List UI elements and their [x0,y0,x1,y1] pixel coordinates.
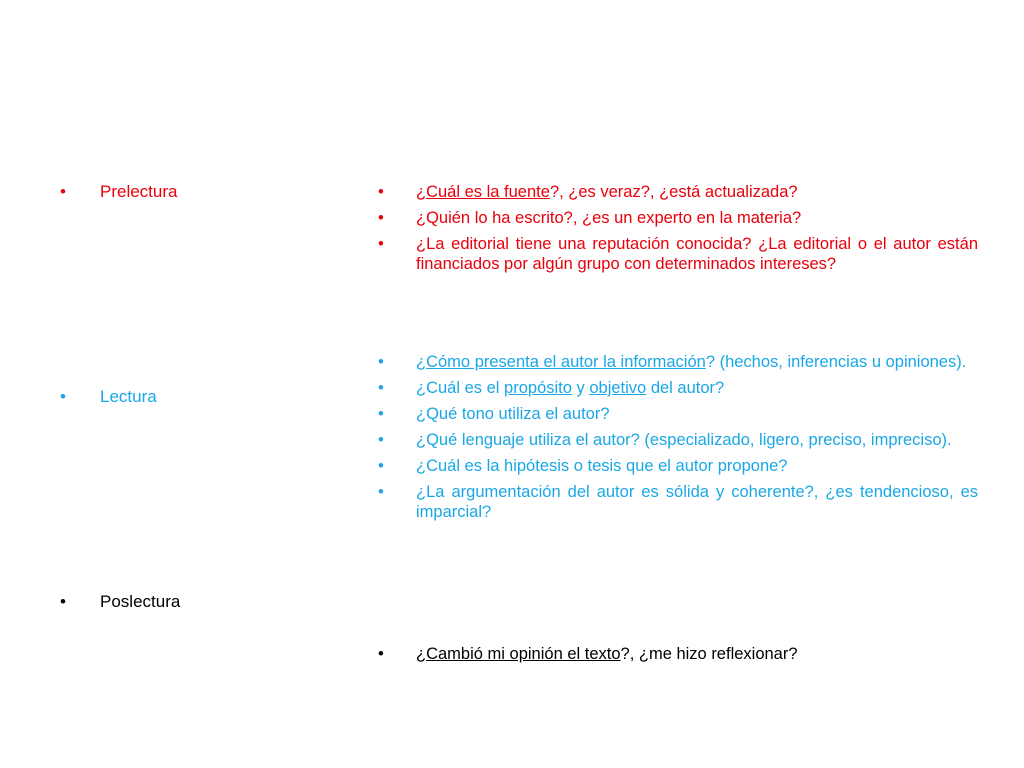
question-text: y [571,379,590,397]
bullet: • [378,353,384,371]
question-text: del autor? [646,379,725,397]
list-item [378,352,978,372]
list-item [378,456,978,476]
question-text: ¿Cuál es el [416,379,505,397]
bullet: • [378,483,384,501]
list-item [378,482,978,522]
bullet: • [378,405,384,423]
list-item [378,430,978,450]
bullet: • [378,209,384,227]
hyperlink-informacion[interactable]: Cómo presenta el autor la información [426,353,706,371]
list-item [378,644,978,664]
list-item [378,208,978,228]
question-text: ¿Quién lo ha escrito?, ¿es un experto en la materia? [416,209,802,227]
question-text: ?, ¿me hizo reflexionar? [620,645,798,663]
bullet: • [60,387,66,406]
bullet: • [60,182,66,201]
bullet: • [378,645,384,663]
list-item [378,234,978,274]
bullet: • [60,592,66,611]
phase-lectura-label: Lectura [100,387,157,406]
list-item [378,378,978,398]
phase-poslectura-label: Poslectura [100,592,181,611]
question-text: ¿Qué tono utiliza el autor? [416,405,610,423]
question-text: ¿Cuál es la hipótesis o tesis que el autor propone? [416,457,788,475]
prelectura-questions [378,182,978,280]
question-text: ?, ¿es veraz?, ¿está actualizada? [549,183,798,201]
question-text: ¿La editorial tiene una reputación conocida? ¿La editorial o el autor están financiados por algún grupo con determinados intereses? [416,235,978,273]
phase-prelectura-label: Prelectura [100,182,178,201]
hyperlink-objetivo[interactable]: objetivo [589,379,647,397]
lectura-questions [378,352,978,528]
bullet: • [378,457,384,475]
list-item [378,404,978,424]
question-text: ¿ [416,645,427,663]
bullet: • [378,379,384,397]
hyperlink-fuente[interactable]: Cuál es la fuente [426,183,550,201]
question-text: ¿Qué lenguaje utiliza el autor? (especializado, ligero, preciso, impreciso). [416,431,952,449]
hyperlink-opinion[interactable]: Cambió mi opinión el texto [426,645,621,663]
phase-lectura [60,387,157,407]
question-text: ¿ [416,353,427,371]
question-text: ¿La argumentación del autor es sólida y coherente?, ¿es tendencioso, es imparcial? [416,483,978,521]
poslectura-questions [378,644,978,670]
bullet: • [378,431,384,449]
bullet: • [378,183,384,201]
phase-prelectura [60,182,177,202]
list-item [378,182,978,202]
bullet: • [378,235,384,253]
question-text: ? (hechos, inferencias u opiniones). [705,353,967,371]
hyperlink-proposito[interactable]: propósito [504,379,572,397]
phase-poslectura [60,592,180,612]
question-text: ¿ [416,183,427,201]
